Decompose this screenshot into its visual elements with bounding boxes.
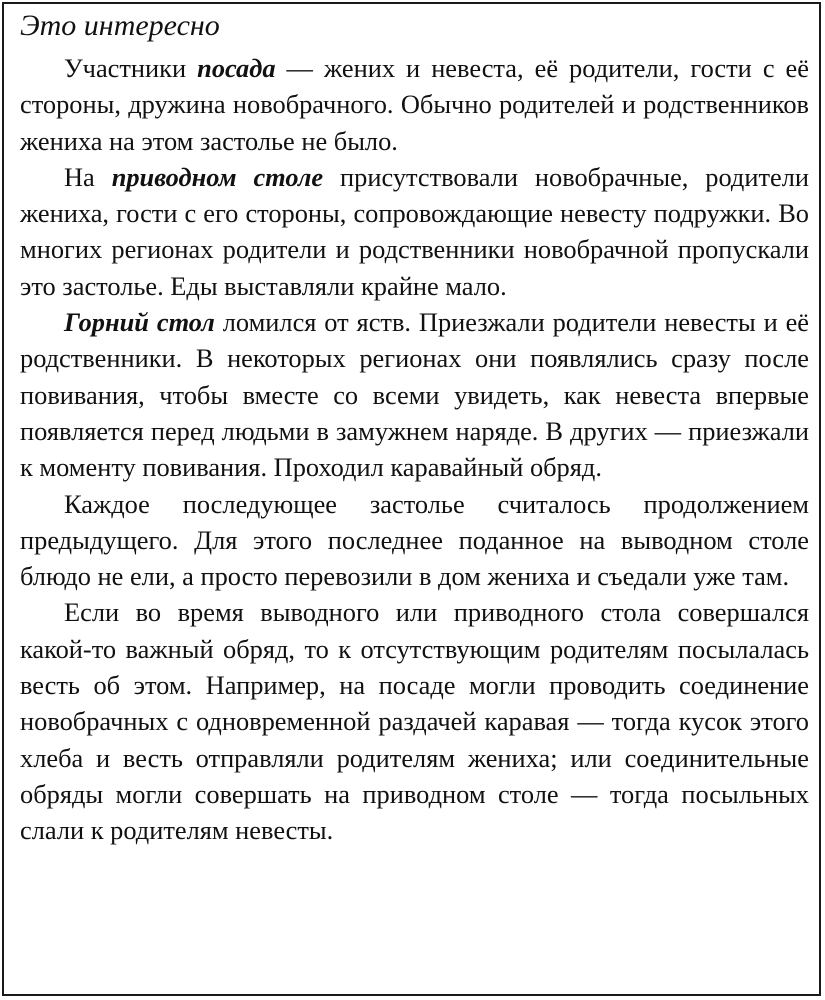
- term-gorniy-stol: Горний стол: [64, 307, 215, 338]
- paragraph-text: присутствовали новобрачные, родители жениха, гости с его стороны, сопровождающие невесту подружки. Во многих регионах родители и родственники новобрачной пропускали это застолье. Еды выставляли крайне мало.: [20, 161, 810, 301]
- paragraph-privodnoy-stol: [20, 159, 809, 304]
- box-title: Это интересно: [20, 9, 220, 42]
- paragraph-text: Участники: [64, 53, 198, 83]
- paragraph-continuation: [20, 486, 809, 595]
- term-privodnoy-stol: приводном столе: [111, 161, 324, 192]
- term-posad: посада: [197, 53, 276, 83]
- paragraph-text: Если во время выводного или приводного стола совершался какой-то важный обряд, то к отсутствующим родителям посылалась весть об этом. Например, на посаде могли проводить соединение новобрачных с одновременной раздачей каравая — тогда кусок этого хлеба и весть отправляли родителям жениха; или соединительные обряды могли совершать на приводном столе — тогда посыльных слали к родителям невесты.: [20, 597, 809, 846]
- paragraph-text: На: [64, 161, 112, 192]
- paragraph-text: ломился от яств. Приезжали родители невесты и её родственники. В некоторых регионах они появлялись сразу после повивания, чтобы вместе со всеми увидеть, как невеста впервые появляется перед людьми в замужнем наряде. В других — приезжали к моменту повивания. Проходил каравайный обряд.: [20, 307, 809, 483]
- paragraph-gorniy-stol: [20, 304, 809, 485]
- info-box: [2, 2, 821, 996]
- paragraph-posad: [20, 50, 809, 159]
- box-content: [20, 50, 809, 849]
- paragraph-text: Каждое последующее застолье считалось продолжением предыдущего. Для этого последнее поданное на выводном столе блюдо не ели, а просто перевозили в дом жениха и съедали уже там.: [20, 488, 809, 592]
- paragraph-news-to-parents: [20, 594, 809, 848]
- paragraph-text: — жених и невеста, её родители, гости с её стороны, дружина новобрачного. Обычно родителей и родственников жениха на этом застолье не было.: [20, 53, 809, 156]
